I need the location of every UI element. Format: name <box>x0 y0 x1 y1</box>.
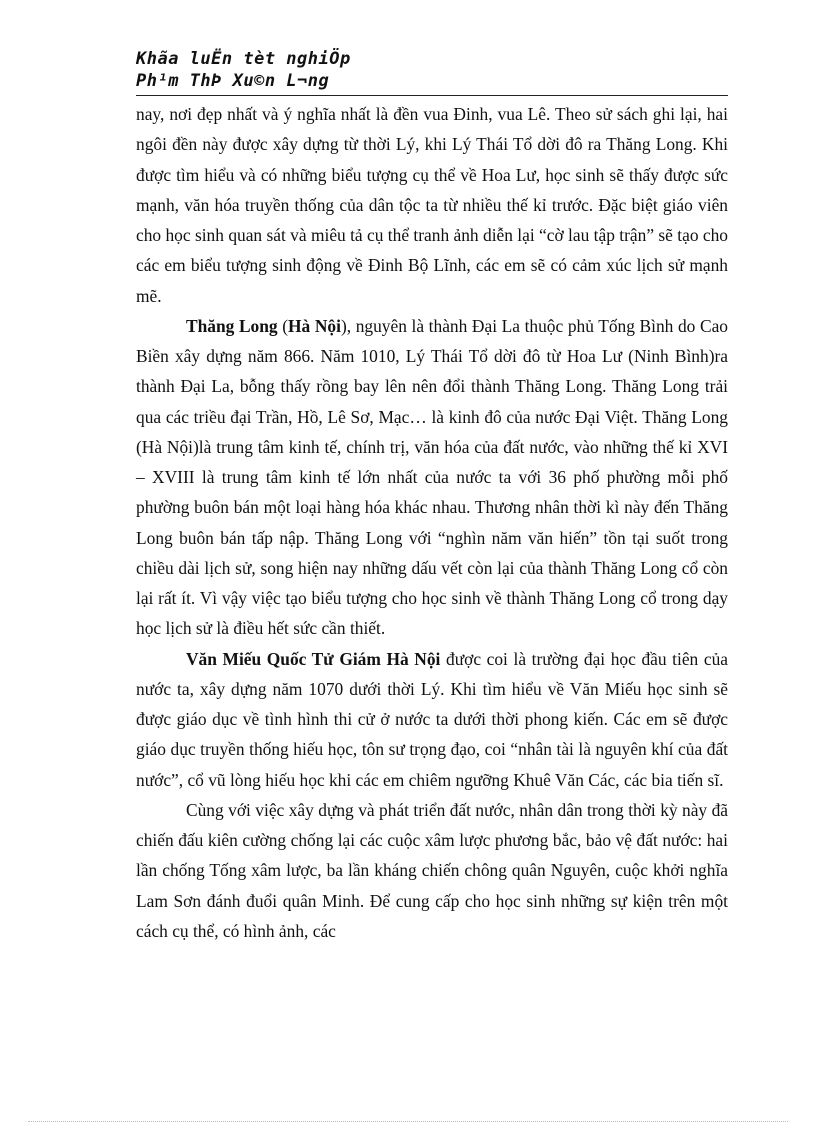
header-divider <box>136 95 728 96</box>
header-thesis-title: Khãa luËn tèt nghiÖp <box>136 49 351 69</box>
page-bottom-border <box>28 1121 788 1122</box>
paragraph-thang-long <box>136 311 728 644</box>
paragraph-van-mieu <box>136 644 728 795</box>
paragraph-continuation <box>136 99 728 311</box>
document-body <box>136 99 728 946</box>
bold-term-ha-noi: Hà Nội <box>288 315 341 336</box>
paragraph-text: ), nguyên là thành Đại La thuộc phủ Tống Bình do Cao Biền xây dựng năm 866. Năm 1010, Lý Thái Tổ dời đô từ Hoa Lư (Ninh Bình)ra thành Đại La, bỗng thấy rồng bay lên nên đổi thành Thăng Long. Thăng Long trải qua các triều đại Trần, Hồ, Lê Sơ, Mạc… là kinh đô của nước Đại Việt. Thăng Long (Hà Nội)là trung tâm kinh tế, chính trị, văn hóa của đất nước, vào những thế kỉ XVI – XVIII là trung tâm kinh tế lớn nhất của nước ta với 36 phố phường mỗi phố phường buôn bán một loại hàng hóa khác nhau. Thương nhân thời kì này đến Thăng Long buôn bán tấp nập. Thăng Long với “nghìn năm văn hiến” tồn tại suốt trong chiều dài lịch sử, song hiện nay những dấu vết còn lại của thành Thăng Long cổ còn lại rất ít. Vì vậy việc tạo biểu tượng cho học sinh về thành Thăng Long cổ trong dạy học lịch sử là điều hết sức cần thiết. <box>136 315 728 639</box>
paragraph-resistance <box>136 795 728 946</box>
bold-term-van-mieu: Văn Miếu Quốc Tử Giám Hà Nội <box>186 648 441 669</box>
page-header <box>136 48 728 92</box>
paragraph-text: được coi là trường đại học đầu tiên của nước ta, xây dựng năm 1070 dưới thời Lý. Khi tìm hiểu về Văn Miếu học sinh sẽ được giáo dục về tình hình thi cử ở nước ta dưới thời phong kiến. Các em sẽ được giáo dục truyền thống hiếu học, tôn sư trọng đạo, coi “nhân tài là nguyên khí của đất nước”, cổ vũ lòng hiếu học khi các em chiêm ngưỡng Khuê Văn Các, các bia tiến sĩ. <box>136 648 728 790</box>
paragraph-text: ( <box>277 315 289 336</box>
paragraph-text: Cùng với việc xây dựng và phát triển đất nước, nhân dân trong thời kỳ này đã chiến đấu kiên cường chống lại các cuộc xâm lược phương bắc, bảo vệ đất nước: hai lần chống Tống xâm lược, ba lần kháng chiến chông quân Nguyên, cuộc khởi nghĩa Lam Sơn đánh đuổi quân Minh. Để cung cấp cho học sinh những sự kiện trên một cách cụ thể, có hình ảnh, các <box>136 799 728 941</box>
paragraph-text: nay, nơi đẹp nhất và ý nghĩa nhất là đền vua Đinh, vua Lê. Theo sử sách ghi lại, hai ngôi đền này được xây dựng từ thời Lý, khi Lý Thái Tổ dời đô ra Thăng Long. Khi được tìm hiểu và có những biểu tượng cụ thể về Hoa Lư, học sinh sẽ thấy được sức mạnh, văn hóa truyền thống của dân tộc ta từ nhiều thế kỉ trước. Đặc biệt giáo viên cho học sinh quan sát và miêu tả cụ thể tranh ảnh diễn lại “cờ lau tập trận” sẽ tạo cho các em biểu tượng sinh động về Đinh Bộ Lĩnh, các em sẽ có cảm xúc lịch sử mạnh mẽ. <box>136 104 728 306</box>
bold-term-thang-long: Thăng Long <box>186 315 278 336</box>
header-author-name: Ph¹m ThÞ Xu©n L¬ng <box>136 71 330 91</box>
